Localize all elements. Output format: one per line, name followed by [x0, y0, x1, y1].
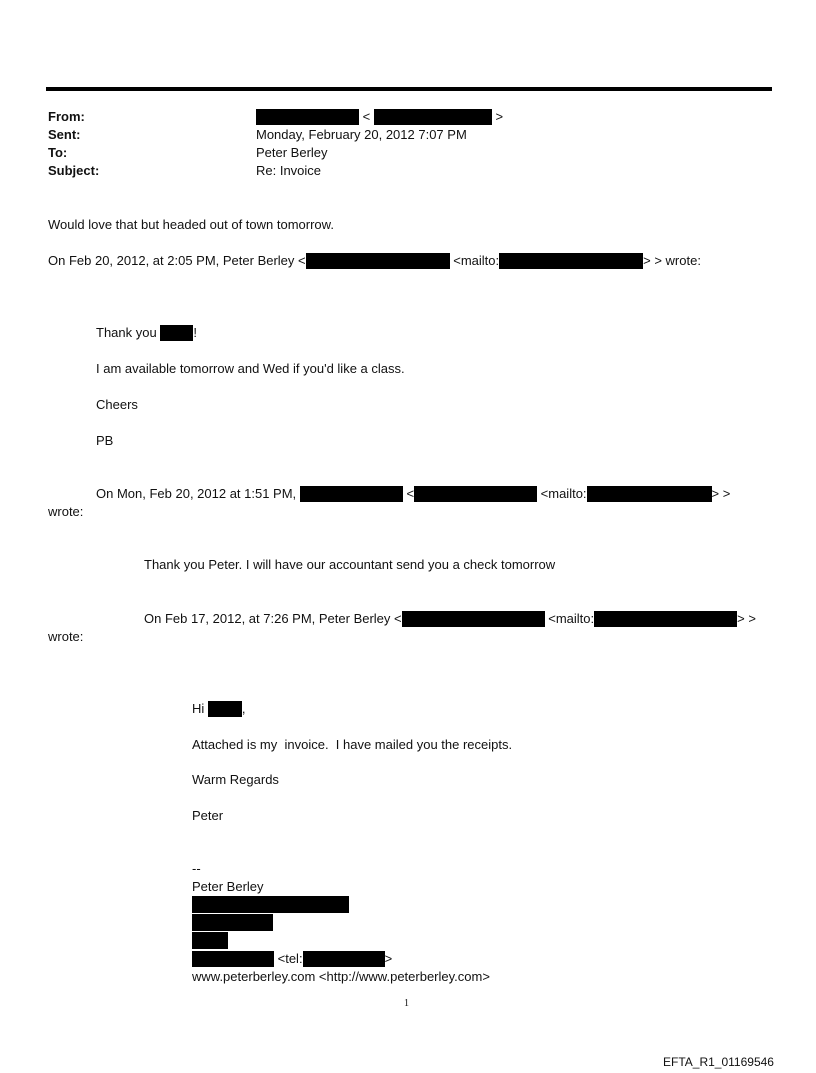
sig-name: Peter Berley — [192, 879, 264, 894]
quote3-line — [144, 611, 756, 627]
sig-tel-pre: <tel: — [277, 951, 303, 966]
quote2-pre: On Mon, Feb 20, 2012 at 1:51 PM, — [96, 486, 297, 501]
hi-pre: Hi — [192, 701, 205, 716]
to-label: To: — [48, 145, 68, 160]
quote3-wrote: wrote: — [48, 629, 84, 644]
quote2-lt: < — [406, 486, 415, 501]
sig-website: www.peterberley.com <http://www.peterberley.com> — [192, 969, 490, 984]
redaction-box — [303, 951, 385, 967]
attached-text: Attached is my invoice. I have mailed you the receipts. — [192, 737, 513, 752]
quote2-line — [96, 486, 730, 502]
warm-regards: Warm Regards — [192, 772, 279, 787]
thank-you-post: ! — [193, 325, 197, 340]
bates-number: EFTA_R1_01169546 — [663, 1055, 774, 1069]
sent-value: Monday, February 20, 2012 7:07 PM — [256, 127, 467, 142]
thank-you-line — [96, 325, 197, 341]
redaction-box — [587, 486, 712, 502]
redaction-box — [414, 486, 537, 502]
quote2-post: > > — [711, 486, 731, 501]
sig-tel-post: > — [384, 951, 393, 966]
to-value: Peter Berley — [256, 145, 328, 160]
hi-line — [192, 701, 246, 717]
from-lt: < — [362, 109, 371, 124]
redaction-box — [594, 611, 737, 627]
reply-text: Would love that but headed out of town tomorrow. — [48, 217, 334, 232]
quote1-pre: On Feb 20, 2012, at 2:05 PM, Peter Berley < — [48, 253, 306, 268]
redaction-box — [208, 701, 242, 717]
hi-post: , — [241, 701, 246, 716]
redaction-box — [306, 253, 450, 269]
header-rule — [46, 87, 772, 91]
accountant-text: Thank you Peter. I will have our accountant send you a check tomorrow — [144, 557, 556, 572]
available-text: I am available tomorrow and Wed if you'd like a class. — [96, 361, 405, 376]
from-gt: > — [495, 109, 504, 124]
redaction-box — [300, 486, 403, 502]
quote1-line — [48, 253, 701, 269]
from-value — [256, 109, 503, 125]
thank-you-pre: Thank you — [96, 325, 157, 340]
page-number: 1 — [404, 998, 409, 1009]
quote3-post: > > — [737, 611, 756, 626]
quote1-post: > > wrote: — [643, 253, 701, 268]
redaction-box — [256, 109, 359, 125]
quote2-mid: <mailto: — [540, 486, 587, 501]
from-label: From: — [48, 109, 85, 124]
redaction-box — [402, 611, 545, 627]
redaction-box — [374, 109, 492, 125]
quote3-pre: On Feb 17, 2012, at 7:26 PM, Peter Berley < — [144, 611, 402, 626]
sig-dashes: -- — [192, 861, 201, 876]
cheers-text: Cheers — [96, 397, 138, 412]
redaction-box — [160, 325, 193, 341]
redaction-box — [192, 914, 273, 931]
redaction-box — [499, 253, 643, 269]
subject-label: Subject: — [48, 163, 100, 178]
sig-tel-line — [192, 951, 392, 967]
subject-value: Re: Invoice — [256, 163, 322, 178]
redaction-box — [192, 932, 228, 949]
quote3-mid: <mailto: — [548, 611, 595, 626]
redaction-box — [192, 951, 274, 967]
sent-label: Sent: — [48, 127, 81, 142]
quote1-mid: <mailto: — [453, 253, 500, 268]
pb-text: PB — [96, 433, 114, 448]
quote2-wrote: wrote: — [48, 504, 84, 519]
peter-signoff: Peter — [192, 808, 224, 823]
redaction-box — [192, 896, 349, 913]
